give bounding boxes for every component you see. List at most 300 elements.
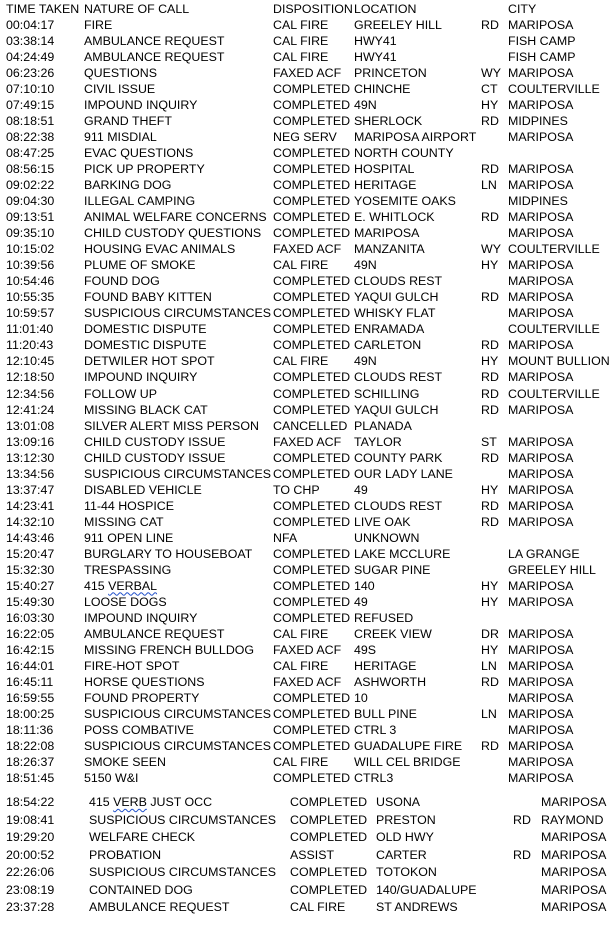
city-cell: GREELEY HILL bbox=[508, 562, 596, 577]
city-cell: RAYMOND bbox=[541, 812, 604, 827]
nature-cell: IMPOUND INQUIRY bbox=[84, 98, 198, 113]
nature-cell: ANIMAL WELFARE CONCERNS bbox=[84, 210, 267, 225]
location-cell: CTRL3 bbox=[354, 770, 394, 785]
city-cell: MARIPOSA bbox=[508, 514, 574, 529]
table-row bbox=[0, 434, 616, 450]
header-location: LOCATION bbox=[354, 2, 417, 16]
nature-cell: FOUND PROPERTY bbox=[84, 690, 200, 705]
nature-cell: CIVIL ISSUE bbox=[84, 82, 156, 97]
nature-cell: CHILD CUSTODY ISSUE bbox=[84, 434, 226, 449]
location-cell: PLANADA bbox=[354, 418, 412, 433]
table-row bbox=[0, 812, 616, 828]
city-cell: MARIPOSA bbox=[508, 18, 574, 32]
table-row bbox=[0, 754, 616, 770]
disposition-cell: NEG SERV bbox=[273, 130, 337, 145]
time-cell: 16:42:15 bbox=[6, 642, 55, 657]
disposition-cell: COMPLETED bbox=[273, 338, 351, 353]
nature-cell: PICK UP PROPERTY bbox=[84, 162, 205, 177]
location-cell: 49S bbox=[354, 642, 377, 657]
nature-cell: ILLEGAL CAMPING bbox=[84, 194, 196, 209]
table-row bbox=[0, 610, 616, 626]
city-cell: MARIPOSA bbox=[508, 498, 574, 513]
city-cell: MARIPOSA bbox=[508, 370, 574, 385]
nature-cell: 415 VERB JUST OCC bbox=[89, 795, 213, 809]
disposition-cell: COMPLETED bbox=[273, 226, 351, 241]
disposition-cell: COMPLETED bbox=[273, 466, 351, 481]
nature-cell: 11-44 HOSPICE bbox=[84, 498, 174, 513]
nature-cell: EVAC QUESTIONS bbox=[84, 146, 194, 161]
street-suffix-cell: RD bbox=[481, 338, 499, 353]
street-suffix-cell: HY bbox=[481, 354, 499, 369]
city-cell: MARIPOSA bbox=[508, 274, 574, 289]
nature-cell: IMPOUND INQUIRY bbox=[84, 370, 198, 385]
table-row bbox=[0, 17, 616, 33]
disposition-cell: COMPLETED bbox=[273, 370, 351, 385]
disposition-cell: COMPLETED bbox=[273, 546, 351, 561]
nature-cell: AMBULANCE REQUEST bbox=[84, 626, 225, 641]
time-cell: 08:56:15 bbox=[6, 162, 55, 177]
nature-cell: HOUSING EVAC ANIMALS bbox=[84, 242, 236, 257]
time-cell: 13:34:56 bbox=[6, 466, 55, 481]
location-cell: SHERLOCK bbox=[354, 114, 423, 129]
location-cell: MANZANITA bbox=[354, 242, 425, 257]
disposition-cell: CAL FIRE bbox=[273, 354, 329, 369]
disposition-cell: COMPLETED bbox=[273, 290, 351, 305]
city-cell: MARIPOSA bbox=[541, 865, 607, 879]
city-cell: MARIPOSA bbox=[508, 290, 574, 305]
time-cell: 13:01:08 bbox=[6, 418, 55, 433]
table-row bbox=[0, 562, 616, 578]
disposition-cell: COMPLETED bbox=[273, 498, 351, 513]
time-cell: 12:10:45 bbox=[6, 354, 55, 369]
street-suffix-cell: ST bbox=[481, 434, 497, 449]
table-row bbox=[0, 738, 616, 754]
city-cell: MARIPOSA bbox=[508, 338, 574, 353]
time-cell: 18:22:08 bbox=[6, 738, 55, 753]
location-cell: ST ANDREWS bbox=[376, 900, 458, 914]
disposition-cell: COMPLETED bbox=[273, 82, 351, 97]
table-row bbox=[0, 466, 616, 482]
location-cell: NORTH COUNTY bbox=[354, 146, 454, 161]
time-cell: 08:22:38 bbox=[6, 130, 55, 145]
location-cell: COUNTY PARK bbox=[354, 450, 443, 465]
location-cell: OUR LADY LANE bbox=[354, 466, 453, 481]
table-row bbox=[0, 530, 616, 546]
nature-cell: SUSPICIOUS CIRCUMSTANCES bbox=[89, 812, 277, 827]
location-cell: CARLETON bbox=[354, 338, 422, 353]
time-cell: 13:12:30 bbox=[6, 450, 55, 465]
city-cell: MARIPOSA bbox=[508, 98, 574, 113]
table-row bbox=[0, 353, 616, 369]
location-cell: CLOUDS REST bbox=[354, 370, 443, 385]
table-row bbox=[0, 386, 616, 402]
street-suffix-cell: RD bbox=[481, 514, 499, 529]
location-cell: LIVE OAK bbox=[354, 514, 411, 529]
location-cell: CTRL 3 bbox=[354, 722, 397, 737]
city-cell: MARIPOSA bbox=[508, 658, 574, 673]
time-cell: 00:04:17 bbox=[6, 18, 55, 32]
location-cell: PRESTON bbox=[376, 812, 436, 827]
location-cell: MARIPOSA bbox=[354, 226, 420, 241]
nature-cell: CHILD CUSTODY ISSUE bbox=[84, 450, 226, 465]
time-cell: 18:00:25 bbox=[6, 706, 55, 721]
street-suffix-cell: HY bbox=[481, 594, 499, 609]
table-row bbox=[0, 273, 616, 289]
city-cell: MIDPINES bbox=[508, 114, 568, 129]
nature-cell: FOUND DOG bbox=[84, 274, 160, 289]
location-cell: HERITAGE bbox=[354, 178, 417, 193]
location-cell: PRINCETON bbox=[354, 66, 427, 81]
disposition-cell: COMPLETED bbox=[290, 795, 368, 809]
location-cell: REFUSED bbox=[354, 610, 414, 625]
table-row bbox=[0, 161, 616, 177]
nature-cell: QUESTIONS bbox=[84, 66, 157, 81]
disposition-cell: COMPLETED bbox=[273, 162, 351, 177]
city-cell: MARIPOSA bbox=[508, 210, 574, 225]
location-cell: ENRAMADA bbox=[354, 322, 425, 337]
table-row bbox=[0, 209, 616, 225]
table-row bbox=[0, 722, 616, 738]
street-suffix-cell: HY bbox=[481, 98, 499, 113]
city-cell: FISH CAMP bbox=[508, 34, 576, 48]
time-cell: 09:02:22 bbox=[6, 178, 55, 193]
disposition-cell: COMPLETED bbox=[273, 514, 351, 529]
time-cell: 07:10:10 bbox=[6, 82, 55, 97]
nature-cell: SUSPICIOUS CIRCUMSTANCES bbox=[84, 466, 272, 481]
location-cell: TAYLOR bbox=[354, 434, 402, 449]
time-cell: 15:40:27 bbox=[6, 578, 55, 593]
city-cell: MARIPOSA bbox=[508, 626, 574, 641]
disposition-cell: CAL FIRE bbox=[273, 18, 329, 32]
time-cell: 18:51:45 bbox=[6, 770, 55, 785]
nature-cell: AMBULANCE REQUEST bbox=[84, 34, 225, 48]
nature-cell: DOMESTIC DISPUTE bbox=[84, 322, 207, 337]
time-cell: 10:15:02 bbox=[6, 242, 55, 257]
time-cell: 19:08:41 bbox=[6, 812, 55, 827]
street-suffix-cell: RD bbox=[481, 402, 499, 417]
table-row bbox=[0, 33, 616, 49]
street-suffix-cell: HY bbox=[481, 642, 499, 657]
disposition-cell: COMPLETED bbox=[273, 146, 351, 161]
street-suffix-cell: RD bbox=[481, 498, 499, 513]
time-cell: 22:26:06 bbox=[6, 865, 55, 879]
table-row bbox=[0, 674, 616, 690]
disposition-cell: CAL FIRE bbox=[273, 754, 329, 769]
table-row bbox=[0, 257, 616, 273]
table-row bbox=[0, 706, 616, 722]
time-cell: 10:55:35 bbox=[6, 290, 55, 305]
time-cell: 09:13:51 bbox=[6, 210, 55, 225]
city-cell: MARIPOSA bbox=[508, 258, 574, 273]
street-suffix-cell: LN bbox=[481, 178, 497, 193]
nature-cell: SUSPICIOUS CIRCUMSTANCES bbox=[84, 306, 272, 321]
table-row bbox=[0, 129, 616, 145]
time-cell: 14:43:46 bbox=[6, 530, 55, 545]
time-cell: 13:09:16 bbox=[6, 434, 55, 449]
disposition-cell: COMPLETED bbox=[273, 562, 351, 577]
location-cell: 49N bbox=[354, 258, 377, 273]
location-cell: BULL PINE bbox=[354, 706, 417, 721]
table-row bbox=[0, 289, 616, 305]
location-cell: ASHWORTH bbox=[354, 674, 427, 689]
street-suffix-cell: HY bbox=[481, 258, 499, 273]
table-row bbox=[0, 899, 616, 915]
disposition-cell: FAXED ACF bbox=[273, 242, 342, 257]
city-cell: MARIPOSA bbox=[508, 722, 574, 737]
time-cell: 08:47:25 bbox=[6, 146, 55, 161]
disposition-cell: COMPLETED bbox=[273, 402, 351, 417]
table-row bbox=[0, 658, 616, 674]
nature-cell: SMOKE SEEN bbox=[84, 754, 166, 769]
city-cell: MARIPOSA bbox=[508, 306, 574, 321]
disposition-cell: CANCELLED bbox=[273, 418, 348, 433]
location-cell: GUADALUPE FIRE bbox=[354, 738, 463, 753]
table-row bbox=[0, 450, 616, 466]
time-cell: 12:18:50 bbox=[6, 370, 55, 385]
nature-cell: AMBULANCE REQUEST bbox=[84, 50, 225, 64]
city-cell: MARIPOSA bbox=[541, 847, 607, 862]
time-cell: 16:03:30 bbox=[6, 610, 55, 625]
street-suffix-cell: LN bbox=[481, 706, 497, 721]
table-row bbox=[0, 305, 616, 321]
city-cell: MARIPOSA bbox=[508, 642, 574, 657]
time-cell: 15:32:30 bbox=[6, 562, 55, 577]
table-row bbox=[0, 829, 616, 845]
city-cell: MARIPOSA bbox=[508, 738, 574, 753]
time-cell: 10:39:56 bbox=[6, 258, 55, 273]
disposition-cell: CAL FIRE bbox=[273, 258, 329, 273]
disposition-cell: TO CHP bbox=[273, 482, 320, 497]
city-cell: MARIPOSA bbox=[508, 594, 574, 609]
time-cell: 06:23:26 bbox=[6, 66, 55, 81]
time-cell: 10:54:46 bbox=[6, 274, 55, 289]
disposition-cell: COMPLETED bbox=[273, 770, 351, 785]
time-cell: 12:34:56 bbox=[6, 386, 55, 401]
location-cell: 49 bbox=[354, 482, 368, 497]
nature-cell: SUSPICIOUS CIRCUMSTANCES bbox=[89, 865, 277, 879]
street-suffix-cell: WY bbox=[481, 66, 501, 81]
city-cell: COULTERVILLE bbox=[508, 386, 600, 401]
city-cell: MARIPOSA bbox=[508, 706, 574, 721]
street-suffix-cell: RD bbox=[481, 210, 499, 225]
header-city: CITY bbox=[508, 2, 537, 16]
table-row bbox=[0, 482, 616, 498]
time-cell: 13:37:47 bbox=[6, 482, 55, 497]
city-cell: MARIPOSA bbox=[508, 674, 574, 689]
nature-cell: MISSING CAT bbox=[84, 514, 164, 529]
disposition-cell: CAL FIRE bbox=[290, 900, 346, 914]
time-cell: 03:38:14 bbox=[6, 34, 55, 48]
nature-cell: 415 VERBAL bbox=[84, 578, 158, 593]
city-cell: MARIPOSA bbox=[508, 402, 574, 417]
header-row bbox=[0, 1, 616, 17]
disposition-cell: COMPLETED bbox=[273, 386, 351, 401]
location-cell: 49N bbox=[354, 98, 377, 113]
location-cell: MARIPOSA AIRPORT bbox=[354, 130, 477, 145]
disposition-cell: CAL FIRE bbox=[273, 34, 329, 48]
city-cell: MARIPOSA bbox=[508, 770, 574, 785]
nature-cell: MISSING BLACK CAT bbox=[84, 402, 208, 417]
street-suffix-cell: RD bbox=[481, 370, 499, 385]
header-time-taken: TIME TAKEN bbox=[6, 2, 80, 16]
time-cell: 23:37:28 bbox=[6, 900, 55, 914]
city-cell: MARIPOSA bbox=[508, 434, 574, 449]
location-cell: YOSEMITE OAKS bbox=[354, 194, 456, 209]
street-suffix-cell: RD bbox=[481, 162, 499, 177]
street-suffix-cell: RD bbox=[513, 847, 531, 862]
location-cell: SCHILLING bbox=[354, 386, 420, 401]
location-cell: 49 bbox=[354, 594, 368, 609]
disposition-cell: COMPLETED bbox=[273, 706, 351, 721]
table-row bbox=[0, 626, 616, 642]
city-cell: MARIPOSA bbox=[508, 690, 574, 705]
table-row bbox=[0, 97, 616, 113]
time-cell: 16:22:05 bbox=[6, 626, 55, 641]
time-cell: 15:49:30 bbox=[6, 594, 55, 609]
disposition-cell: FAXED ACF bbox=[273, 642, 342, 657]
table-row bbox=[0, 65, 616, 81]
nature-cell: BARKING DOG bbox=[84, 178, 172, 193]
table-row bbox=[0, 794, 616, 810]
disposition-cell: COMPLETED bbox=[290, 882, 368, 897]
table-row bbox=[0, 847, 616, 863]
location-cell: HWY41 bbox=[354, 50, 397, 64]
table-row bbox=[0, 402, 616, 418]
location-cell: YAQUI GULCH bbox=[354, 290, 439, 305]
nature-cell: FIRE-HOT SPOT bbox=[84, 658, 180, 673]
disposition-cell: COMPLETED bbox=[273, 194, 351, 209]
nature-cell: POSS COMBATIVE bbox=[84, 722, 194, 737]
street-suffix-cell: CT bbox=[481, 82, 498, 97]
nature-cell: CONTAINED DOG bbox=[89, 882, 193, 897]
city-cell: COULTERVILLE bbox=[508, 242, 600, 257]
city-cell: MARIPOSA bbox=[508, 578, 574, 593]
table-row bbox=[0, 81, 616, 97]
time-cell: 23:08:19 bbox=[6, 882, 55, 897]
city-cell: MARIPOSA bbox=[541, 830, 607, 844]
time-cell: 09:04:30 bbox=[6, 194, 55, 209]
table-row bbox=[0, 225, 616, 241]
table-row bbox=[0, 690, 616, 706]
nature-cell: CHILD CUSTODY QUESTIONS bbox=[84, 226, 262, 241]
time-cell: 14:32:10 bbox=[6, 514, 55, 529]
location-cell: YAQUI GULCH bbox=[354, 402, 439, 417]
location-cell: 49N bbox=[354, 354, 377, 369]
header-nature-of-call: NATURE OF CALL bbox=[84, 2, 190, 16]
time-cell: 04:24:49 bbox=[6, 50, 55, 64]
table-row bbox=[0, 578, 616, 594]
table-row bbox=[0, 145, 616, 161]
header-disposition: DISPOSITION bbox=[273, 2, 353, 16]
street-suffix-cell: HY bbox=[481, 578, 499, 593]
table-row bbox=[0, 770, 616, 786]
location-cell: CLOUDS REST bbox=[354, 274, 443, 289]
street-suffix-cell: RD bbox=[481, 738, 499, 753]
location-cell: CARTER bbox=[376, 847, 427, 862]
city-cell: MARIPOSA bbox=[508, 466, 574, 481]
location-cell: HOSPITAL bbox=[354, 162, 415, 177]
disposition-cell: COMPLETED bbox=[273, 722, 351, 737]
nature-cell: SILVER ALERT MISS PERSON bbox=[84, 418, 259, 433]
disposition-cell: COMPLETED bbox=[273, 98, 351, 113]
table-row bbox=[0, 514, 616, 530]
nature-cell: MISSING FRENCH BULLDOG bbox=[84, 642, 255, 657]
location-cell: LAKE MCCLURE bbox=[354, 546, 451, 561]
disposition-cell: COMPLETED bbox=[273, 210, 351, 225]
table-row bbox=[0, 241, 616, 257]
disposition-cell: CAL FIRE bbox=[273, 50, 329, 64]
location-cell: SUGAR PINE bbox=[354, 562, 431, 577]
disposition-cell: COMPLETED bbox=[290, 812, 368, 827]
location-cell: HWY41 bbox=[354, 34, 397, 48]
city-cell: MOUNT BULLION bbox=[508, 354, 610, 369]
disposition-cell: COMPLETED bbox=[290, 830, 368, 844]
time-cell: 10:59:57 bbox=[6, 306, 55, 321]
nature-cell: DOMESTIC DISPUTE bbox=[84, 338, 207, 353]
disposition-cell: COMPLETED bbox=[273, 578, 351, 593]
table-row bbox=[0, 177, 616, 193]
disposition-cell: COMPLETED bbox=[273, 178, 351, 193]
location-cell: UNKNOWN bbox=[354, 530, 420, 545]
city-cell: MARIPOSA bbox=[508, 754, 574, 769]
disposition-cell: COMPLETED bbox=[290, 865, 368, 879]
disposition-cell: CAL FIRE bbox=[273, 626, 329, 641]
location-cell: GREELEY HILL bbox=[354, 18, 442, 32]
time-cell: 16:59:55 bbox=[6, 690, 55, 705]
street-suffix-cell: DR bbox=[481, 626, 499, 641]
city-cell: MARIPOSA bbox=[508, 482, 574, 497]
location-cell: TOTOKON bbox=[376, 865, 437, 879]
location-cell: USONA bbox=[376, 795, 421, 809]
street-suffix-cell: HY bbox=[481, 482, 499, 497]
city-cell: MARIPOSA bbox=[508, 226, 574, 241]
location-cell: 140/GUADALUPE bbox=[376, 882, 477, 897]
nature-cell: FIRE bbox=[84, 18, 113, 32]
table-row bbox=[0, 546, 616, 562]
table-row bbox=[0, 337, 616, 353]
city-cell: MARIPOSA bbox=[508, 130, 574, 145]
nature-cell: HORSE QUESTIONS bbox=[84, 674, 205, 689]
city-cell: MARIPOSA bbox=[508, 162, 574, 177]
disposition-cell: COMPLETED bbox=[273, 114, 351, 129]
location-cell: HERITAGE bbox=[354, 658, 417, 673]
disposition-cell: COMPLETED bbox=[273, 274, 351, 289]
nature-cell: 911 MISDIAL bbox=[84, 130, 157, 145]
table-row bbox=[0, 321, 616, 337]
time-cell: 07:49:15 bbox=[6, 98, 55, 113]
nature-cell: BURGLARY TO HOUSEBOAT bbox=[84, 546, 253, 561]
nature-cell: 5150 W&I bbox=[84, 770, 139, 785]
table-row bbox=[0, 369, 616, 385]
nature-cell: FOLLOW UP bbox=[84, 386, 157, 401]
table-row bbox=[0, 882, 616, 898]
disposition-cell: COMPLETED bbox=[273, 450, 351, 465]
time-cell: 18:11:36 bbox=[6, 722, 54, 737]
nature-cell: WELFARE CHECK bbox=[89, 830, 196, 844]
time-cell: 11:01:40 bbox=[6, 322, 54, 337]
time-cell: 16:45:11 bbox=[6, 674, 54, 689]
city-cell: COULTERVILLE bbox=[508, 322, 600, 337]
location-cell: WHISKY FLAT bbox=[354, 306, 436, 321]
time-cell: 19:29:20 bbox=[6, 830, 55, 844]
table-row bbox=[0, 642, 616, 658]
spellcheck-underline: VERB bbox=[113, 795, 147, 809]
nature-cell: AMBULANCE REQUEST bbox=[89, 900, 230, 914]
city-cell: MARIPOSA bbox=[508, 66, 574, 81]
disposition-cell: FAXED ACF bbox=[273, 434, 342, 449]
time-cell: 08:18:51 bbox=[6, 114, 55, 129]
nature-cell: PLUME OF SMOKE bbox=[84, 258, 196, 273]
